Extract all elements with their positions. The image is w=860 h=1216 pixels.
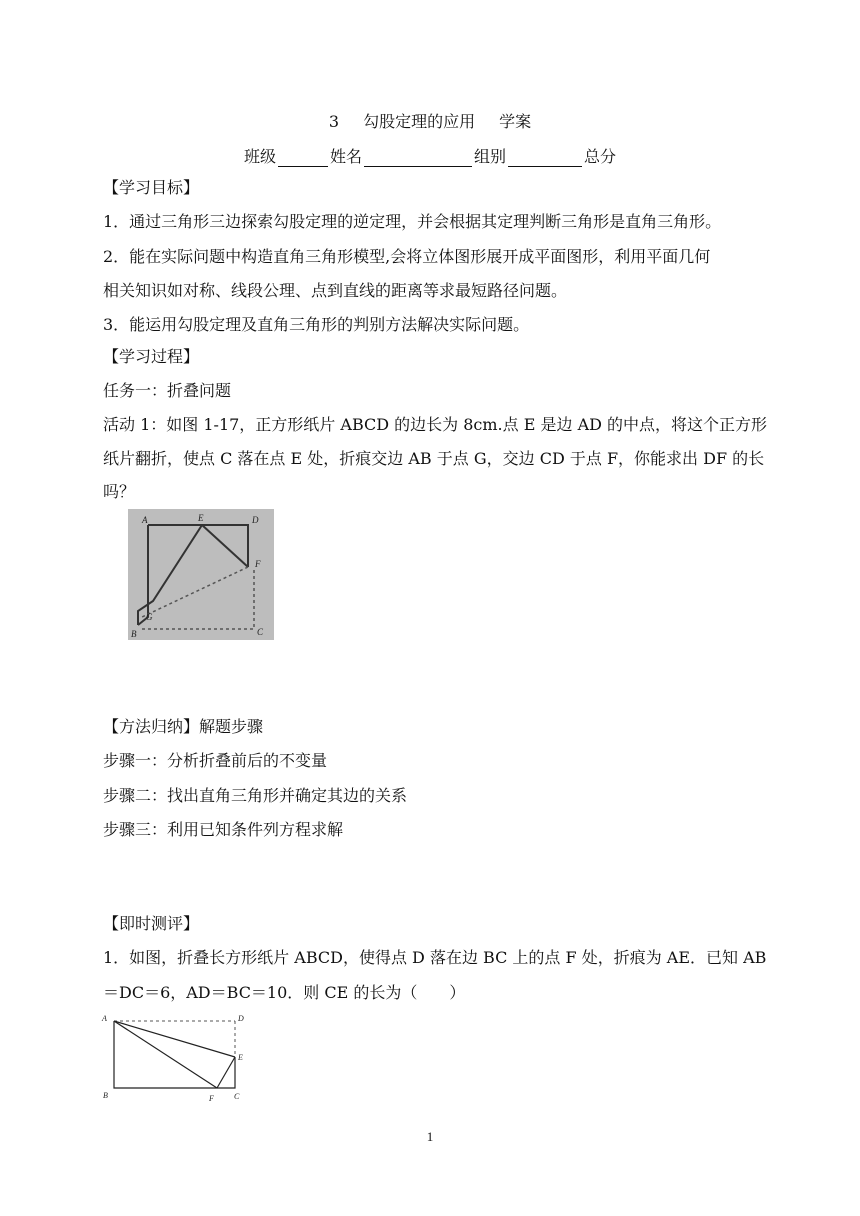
title-main: 勾股定理的应用 — [363, 112, 476, 131]
figure2-label-a: A — [102, 1014, 107, 1023]
goal-item-1: 1．通过三角形三边探索勾股定理的逆定理，并会根据其定理判断三角形是直角三角形。 — [103, 212, 722, 231]
figure2-label-d: D — [238, 1014, 244, 1023]
quiz-question-1-line-1: 1．如图，折叠长方形纸片 ABCD，使得点 D 落在边 BC 上的点 F 处，折痕为 AE．已知 AB — [103, 948, 767, 967]
figure2-label-c: C — [234, 1092, 240, 1101]
student-info-line — [0, 144, 860, 167]
task-1: 任务一：折叠问题 — [103, 381, 232, 400]
goal-item-2-cont: 相关知识如对称、线段公理、点到直线的距离等求最短路径问题。 — [103, 281, 568, 300]
quiz-heading: 【即时测评】 — [103, 914, 200, 933]
figure2-rectangle-edges — [114, 1021, 235, 1088]
class-blank[interactable] — [278, 150, 328, 167]
method-heading: 【方法归纳】解题步骤 — [103, 717, 264, 736]
process-heading: 【学习过程】 — [103, 347, 200, 366]
figure2-label-e: E — [238, 1053, 243, 1062]
group-blank[interactable] — [508, 150, 582, 167]
method-step-1: 步骤一：分析折叠前后的不变量 — [103, 751, 328, 770]
figure1-label-g: G — [146, 612, 153, 622]
figure2-label-f: F — [209, 1094, 214, 1103]
figure1-label-e: E — [198, 513, 204, 523]
goals-heading: 【学习目标】 — [103, 178, 200, 197]
activity-1-line-3: 吗？ — [103, 482, 136, 501]
name-label: 姓名 — [329, 147, 362, 166]
figure-folded-square — [128, 509, 274, 640]
figure2-line-fe — [217, 1057, 235, 1088]
page-number: 1 — [426, 1129, 434, 1144]
method-step-3: 步骤三：利用已知条件列方程求解 — [103, 820, 344, 839]
activity-1-line-1: 活动 1：如图 1-17，正方形纸片 ABCD 的边长为 8cm.点 E 是边 AD 的中点，将这个正方形 — [103, 415, 768, 434]
figure2-crease-ae — [114, 1021, 235, 1057]
name-blank[interactable] — [364, 150, 472, 167]
figure1-label-d: D — [252, 515, 259, 525]
activity-1-line-2: 纸片翻折，使点 C 落在点 E 处，折痕交边 AB 于点 G，交边 CD 于点 F，你能求出 DF 的长 — [103, 449, 765, 468]
figure2-label-b: B — [103, 1091, 108, 1100]
figure2-line-af — [114, 1021, 217, 1088]
figure1-label-b: B — [131, 629, 137, 639]
figure1-label-a: A — [142, 515, 148, 525]
figure1-label-f: F — [255, 559, 261, 569]
method-step-2: 步骤二：找出直角三角形并确定其边的关系 — [103, 786, 408, 805]
figure1-label-c: C — [257, 627, 264, 637]
group-label: 组别 — [474, 147, 507, 166]
quiz-question-1-line-2: ＝DC＝6，AD＝BC＝10．则 CE 的长为（ ） — [103, 983, 466, 1002]
goal-item-3: 3．能运用勾股定理及直角三角形的判别方法解决实际问题。 — [103, 315, 530, 334]
title-suffix: 学案 — [499, 112, 532, 131]
goal-item-2: 2．能在实际问题中构造直角三角形模型,会将立体图形展开成平面图形，利用平面几何 — [103, 247, 711, 266]
figure-folded-rectangle — [100, 1012, 255, 1104]
score-label: 总分 — [584, 147, 617, 166]
class-label: 班级 — [243, 147, 276, 166]
title-number: 3 — [328, 112, 340, 131]
page-title — [0, 109, 860, 132]
